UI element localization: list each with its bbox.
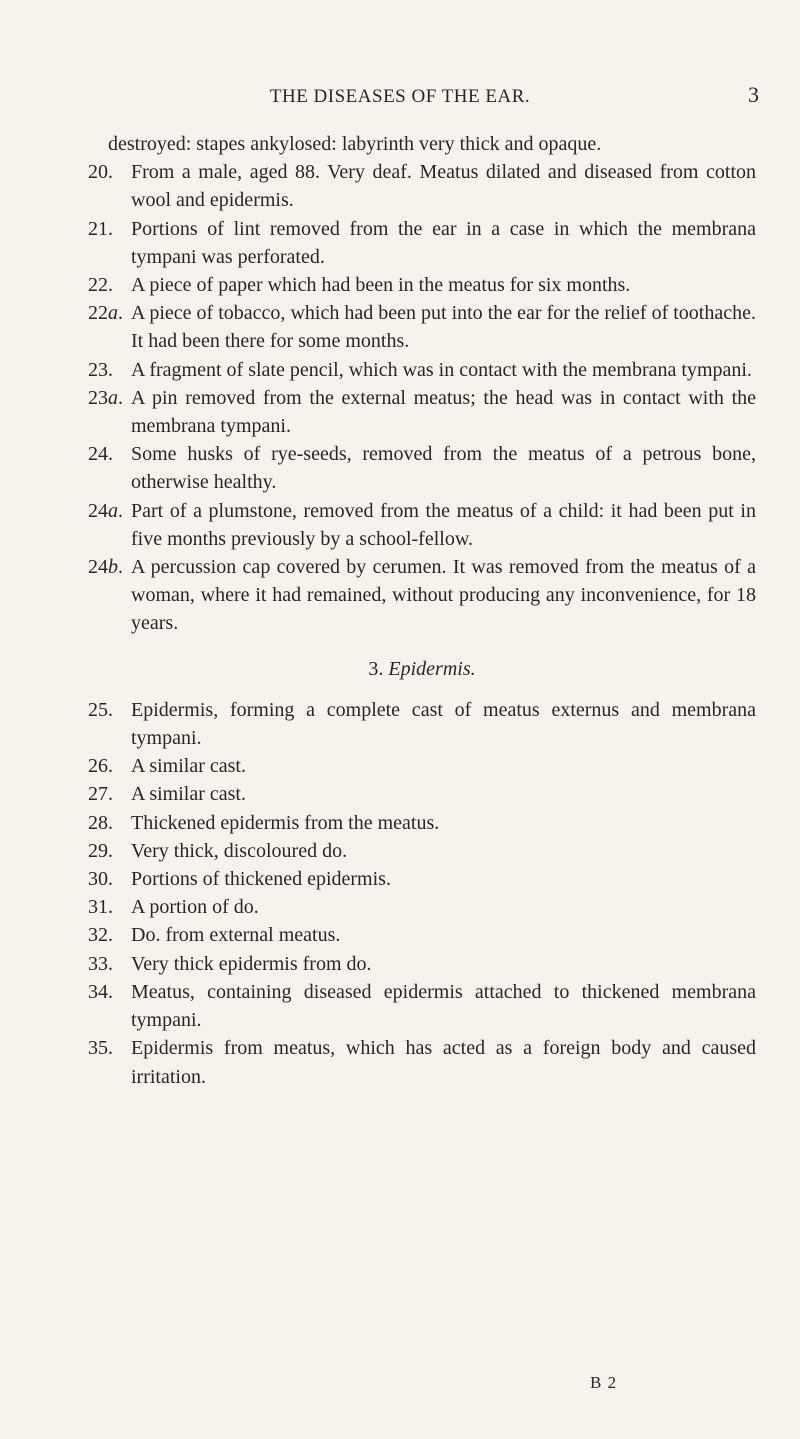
entry-text: Thickened epidermis from the meatus. xyxy=(131,811,440,834)
list-item xyxy=(88,356,756,384)
list-item xyxy=(88,497,756,553)
list-item xyxy=(88,158,756,214)
entry-number: 24. xyxy=(88,443,113,466)
page-number: 3 xyxy=(748,82,759,107)
entry-text: Do. from external meatus. xyxy=(131,924,341,947)
entry-number: 22. xyxy=(88,274,113,297)
signature-mark: B 2 xyxy=(590,1373,618,1392)
list-item xyxy=(88,553,756,638)
entry-number: 25. xyxy=(88,698,113,721)
entry-number: 31. xyxy=(88,896,113,919)
entry-text: Meatus, containing diseased epidermis attached to thickened membrana tympani. xyxy=(131,980,756,1032)
list-item xyxy=(88,299,756,355)
entry-number: 23. xyxy=(88,358,113,381)
entry-number: 24b. xyxy=(88,556,123,579)
entry-number: 35. xyxy=(88,1037,113,1060)
entry-text: Part of a plumstone, removed from the meatus of a child: it had been put in five months previously by a school-fellow. xyxy=(131,499,756,550)
entry-number: 30. xyxy=(88,868,113,891)
entry-number: 34. xyxy=(88,980,113,1003)
entry-text: A piece of paper which had been in the meatus for six months. xyxy=(131,274,631,297)
entry-number: 24a. xyxy=(88,499,123,522)
entry-text: Epidermis, forming a complete cast of meatus externus and membrana tympani. xyxy=(131,698,756,750)
list-item xyxy=(88,809,756,837)
entry-list-a xyxy=(88,158,756,637)
list-item xyxy=(88,271,756,299)
page-body xyxy=(88,130,756,1091)
section-title: Epidermis. xyxy=(388,657,476,680)
entry-text: Portions of thickened epidermis. xyxy=(131,868,391,891)
entry-number: 27. xyxy=(88,783,113,806)
entry-text: Some husks of rye-seeds, removed from the meatus of a petrous bone, otherwise healthy. xyxy=(131,443,756,494)
entry-number: 28. xyxy=(88,811,113,834)
entry-text: Very thick, discoloured do. xyxy=(131,839,348,862)
entry-text: A similar cast. xyxy=(131,783,246,806)
entry-number: 21. xyxy=(88,217,113,240)
entry-text: A piece of tobacco, which had been put into the ear for the relief of toothache. It had been there for some months. xyxy=(131,302,756,353)
section-heading xyxy=(88,655,756,683)
list-item xyxy=(88,696,756,752)
entry-text: Portions of lint removed from the ear in a case in which the membrana tympani was perforated. xyxy=(131,217,756,268)
entry-text: From a male, aged 88. Very deaf. Meatus dilated and diseased from cotton wool and epidermis. xyxy=(131,161,756,212)
list-item xyxy=(88,780,756,808)
entry-text: Epidermis from meatus, which has acted as a foreign body and caused irritation. xyxy=(131,1037,756,1088)
entry-number: 33. xyxy=(88,952,113,975)
list-item xyxy=(88,921,756,949)
list-item xyxy=(88,950,756,978)
list-item xyxy=(88,440,756,496)
entry-text: A portion of do. xyxy=(131,896,259,919)
entry-list-b xyxy=(88,696,756,1091)
entry-number: 26. xyxy=(88,755,113,778)
running-head xyxy=(0,86,800,108)
entry-text: Very thick epidermis from do. xyxy=(131,952,372,975)
list-item xyxy=(88,978,756,1034)
section-number: 3. xyxy=(368,657,384,680)
list-item xyxy=(88,893,756,921)
entry-text: A fragment of slate pencil, which was in contact with the membrana tympani. xyxy=(131,358,752,381)
list-item xyxy=(88,215,756,271)
entry-number: 23a. xyxy=(88,386,123,409)
list-item xyxy=(88,384,756,440)
entry-text: A percussion cap covered by cerumen. It was removed from the meatus of a woman, where it had remained, without producing any inconvenience, for 18 years. xyxy=(131,556,756,635)
list-item xyxy=(88,865,756,893)
entry-number: 22a. xyxy=(88,302,123,325)
running-title: THE DISEASES OF THE EAR. xyxy=(269,86,531,107)
entry-text: A similar cast. xyxy=(131,755,246,778)
entry-number: 32. xyxy=(88,924,113,947)
entry-number: 29. xyxy=(88,839,113,862)
list-item xyxy=(88,752,756,780)
entry-text: A pin removed from the external meatus; the head was in contact with the membrana tympani. xyxy=(131,386,756,438)
list-item xyxy=(88,1034,756,1090)
list-item xyxy=(88,837,756,865)
continuation-text: destroyed: stapes ankylosed: labyrinth very thick and opaque. xyxy=(108,133,602,155)
entry-number: 20. xyxy=(88,161,113,184)
